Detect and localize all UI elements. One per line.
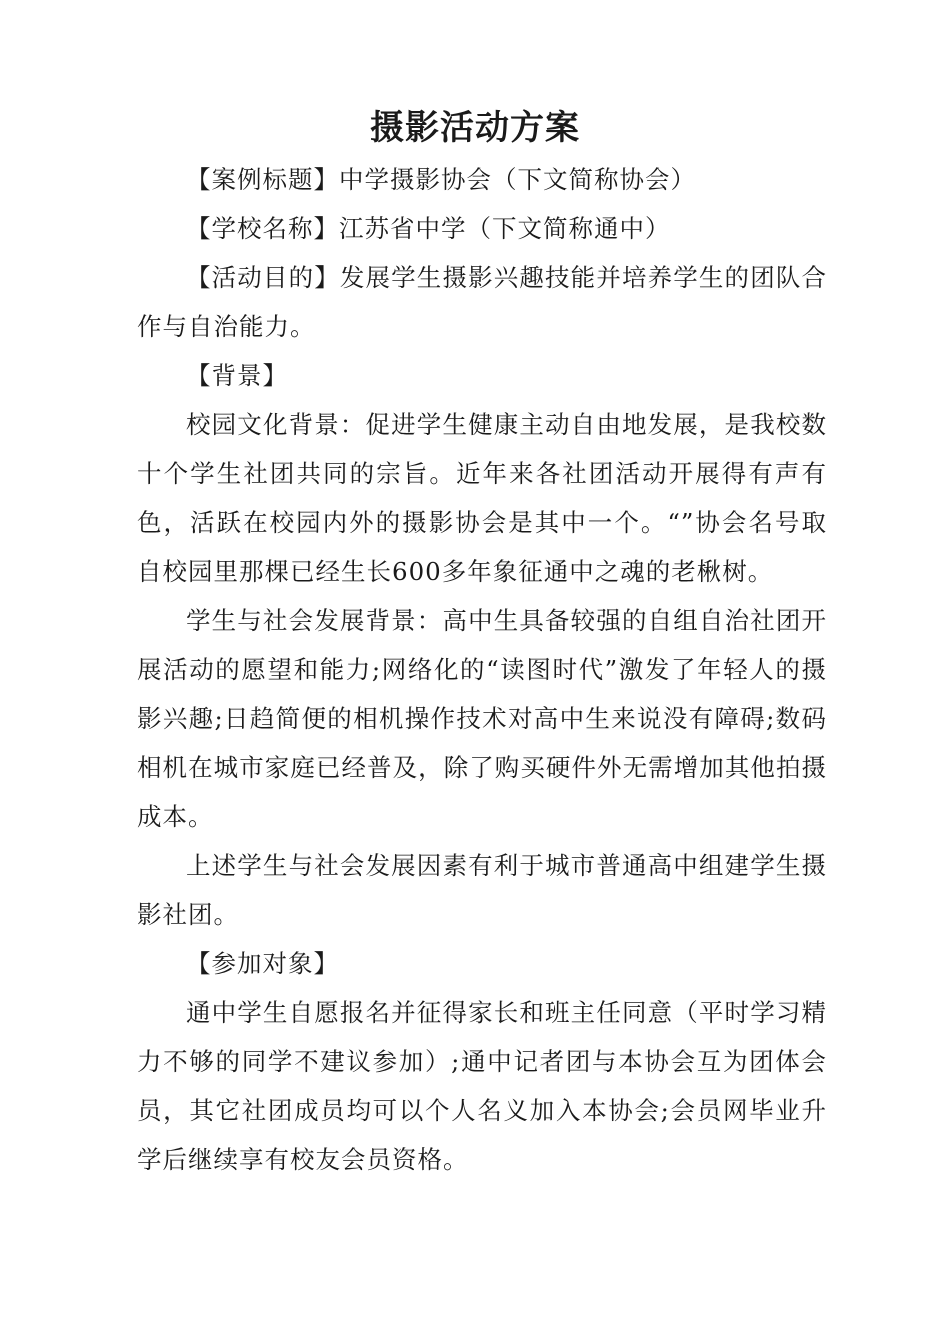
paragraph-participants: 通中学生自愿报名并征得家长和班主任同意（平时学习精力不够的同学不建议参加）;通中记者团与本协会互为团体会员，其它社团成员均可以个人名义加入本协会;会员网毕业升学后继续享有校友会员资格。: [137, 998, 827, 1174]
paragraph-social-background: 学生与社会发展背景：高中生具备较强的自组自治社团开展活动的愿望和能力;网络化的“读图时代”激发了年轻人的摄影兴趣;日趋简便的相机操作技术对高中生来说没有障碍;数码相机在城市家庭已经普及，除了购买硬件外无需增加其他拍摄成本。: [137, 606, 827, 831]
paragraph-summary: 上述学生与社会发展因素有利于城市普通高中组建学生摄影社团。: [137, 851, 827, 929]
document-body: [137, 155, 827, 1184]
paragraph-campus-culture: 校园文化背景：促进学生健康主动自由地发展，是我校数十个学生社团共同的宗旨。近年来各社团活动开展得有声有色，活跃在校园内外的摄影协会是其中一个。“”协会名号取自校园里那棵已经生长600多年象征通中之魂的老楸树。: [137, 410, 827, 586]
paragraph-case-title: 【案例标题】中学摄影协会（下文简称协会）: [186, 165, 696, 194]
paragraph-participants-heading: 【参加对象】: [186, 949, 339, 978]
paragraph-background-heading: 【背景】: [186, 361, 288, 390]
paragraph-purpose: 【活动目的】发展学生摄影兴趣技能并培养学生的团队合作与自治能力。: [137, 263, 827, 341]
document-title: 摄影活动方案: [370, 108, 580, 148]
paragraph-school-name: 【学校名称】江苏省中学（下文简称通中）: [186, 214, 671, 243]
